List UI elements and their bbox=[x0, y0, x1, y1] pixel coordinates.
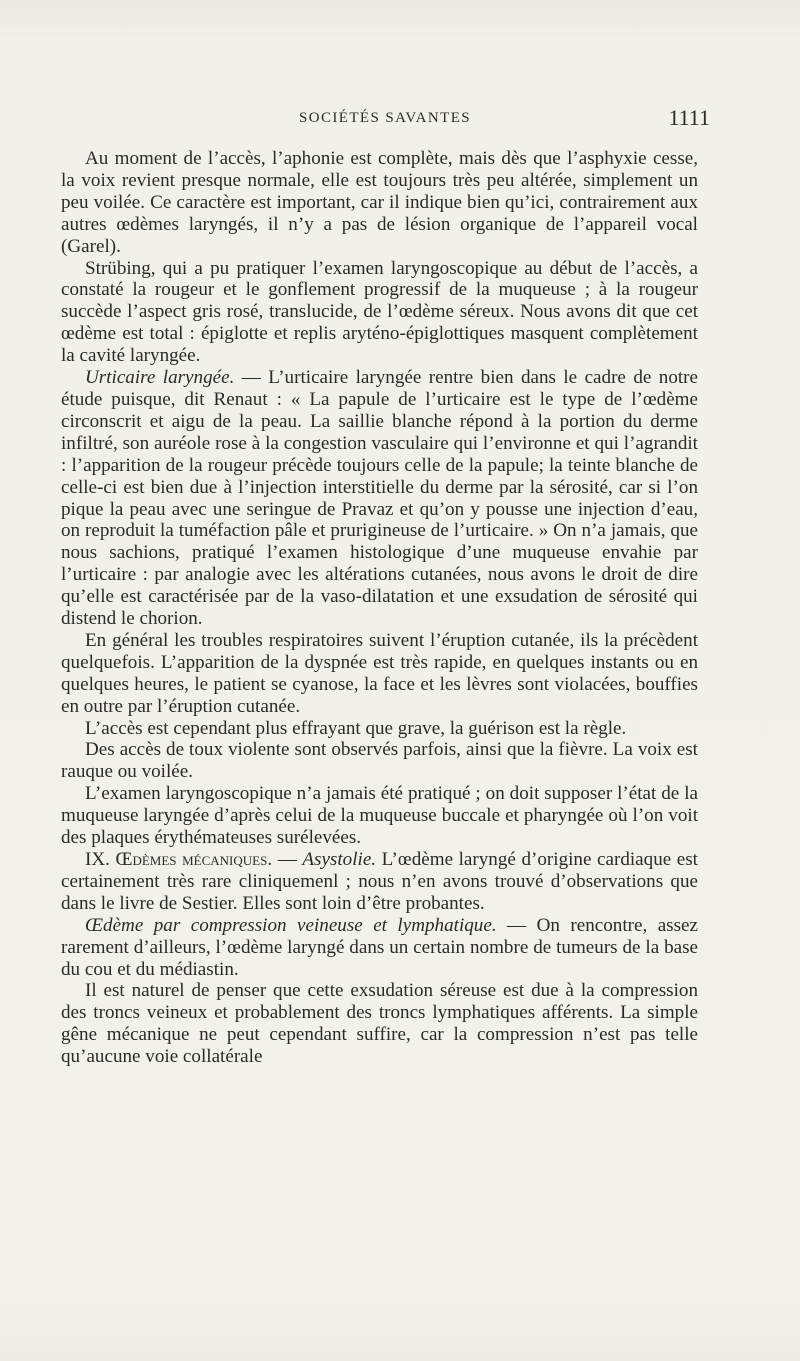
paragraph-text: L’œdème laryngé d’origine cardiaque est certainement très rare cliniquemenl ; nous n’en avons trouvé d’observations que dans le livre de Sestier. Elles sont loin d’être probantes. bbox=[61, 849, 698, 914]
paragraph bbox=[61, 849, 698, 915]
paragraph bbox=[61, 718, 698, 740]
paragraph bbox=[61, 739, 698, 783]
section-numeral: IX. bbox=[85, 849, 116, 870]
section-heading-italic: Asystolie. bbox=[302, 849, 377, 870]
paragraph bbox=[61, 367, 698, 630]
body-text bbox=[61, 148, 698, 1068]
page-number: 1111 bbox=[668, 105, 710, 130]
paragraph bbox=[61, 915, 698, 981]
paragraph-text: — On rencontre, assez rarement d’ailleurs, l’œdème laryngé dans un certain nombre de tumeurs de la base du cou et du médiastin. bbox=[61, 914, 698, 980]
section-dash: . — bbox=[267, 849, 303, 870]
paragraph bbox=[61, 630, 698, 718]
paragraph-text: — L’urticaire laryngée rentre bien dans le cadre de notre étude puisque, dit Renaut : « La papule de l’urticaire est le type de l’œdème circonscrit et aigu de la peau. La saillie blanche répond à la portion du derme infiltré, son auréole rose à la congestion vasculaire qui l’environne et qui l’agrandit : l’apparition de la rougeur précède toujours celle de la papule; la teinte blanche de celle-ci est bien due à l’injection interstitielle du derme par la sérosité, car si l’on pique la peau avec une seringue de Pravaz et qu’on y pousse une injection d’eau, on reproduit la tuméfaction pâle et prurigineuse de l’urticaire. » On n’a jamais, que nous sachions, pratiqué l’examen histologique d’une muqueuse envahie par l’urticaire : par analogie avec les altérations cutanées, nous avons le droit de dire qu’elle est caractérisée par de la vaso-dilatation et une exsudation de sérosité qui distend le chorion. bbox=[61, 367, 699, 630]
paragraph bbox=[61, 980, 698, 1068]
paragraph-text: L’accès est cependant plus effrayant que grave, la guérison est la règle. bbox=[85, 717, 627, 739]
paragraph-text: Des accès de toux violente sont observés parfois, ainsi que la fièvre. La voix est rauque ou voilée. bbox=[61, 739, 698, 783]
section-heading-italic: Œdème par compression veineuse et lymphatique. bbox=[85, 914, 497, 936]
paragraph-text: Il est naturel de penser que cette exsudation séreuse est due à la compression des troncs veineux et probablement des troncs lymphatiques afférents. La simple gêne mécanique ne peut cependant suffire, car la compression n’est pas telle qu’aucune voie collatérale bbox=[61, 980, 698, 1068]
paragraph-text: En général les troubles respiratoires suivent l’éruption cutanée, ils la précèdent quelquefois. L’apparition de la dyspnée est très rapide, en quelques instants ou en quelques heures, le patient se cyanose, la face et les lèvres sont violacées, bouffies en outre par l’éruption cutanée. bbox=[61, 629, 698, 717]
paragraph-text: Au moment de l’accès, l’aphonie est complète, mais dès que l’asphyxie cesse, la voix revient presque normale, elle est toujours très peu altérée, simplement un peu voilée. Ce caractère est important, car il indique bien qu’ici, contrairement aux autres œdèmes laryngés, il n’y a pas de lésion organique de l’appareil vocal (Garel). bbox=[61, 148, 698, 257]
section-title-smallcaps: Œdèmes mécaniques bbox=[115, 849, 268, 870]
paragraph bbox=[61, 148, 698, 258]
paragraph bbox=[61, 258, 698, 368]
paragraph bbox=[61, 783, 698, 849]
section-heading-italic: Urticaire laryngée. bbox=[85, 367, 235, 389]
page-header bbox=[60, 107, 710, 135]
paragraph-text: Strübing, qui a pu pratiquer l’examen laryngoscopique au début de l’accès, a constaté la rougeur et le gonflement progressif de la muqueuse ; à la rougeur succède l’aspect gris rosé, translucide, de l’œdème séreux. Nous avons dit que cet œdème est total : épiglotte et replis aryténo-épiglottiques masquent complètement la cavité laryngée. bbox=[61, 257, 698, 367]
running-head: SOCIÉTÉS SAVANTES bbox=[298, 110, 472, 126]
paragraph-text: L’examen laryngoscopique n’a jamais été pratiqué ; on doit supposer l’état de la muqueuse laryngée d’après celui de la muqueuse buccale et pharyngée où l’on voit des plaques érythémateuses surélevées. bbox=[61, 783, 698, 849]
